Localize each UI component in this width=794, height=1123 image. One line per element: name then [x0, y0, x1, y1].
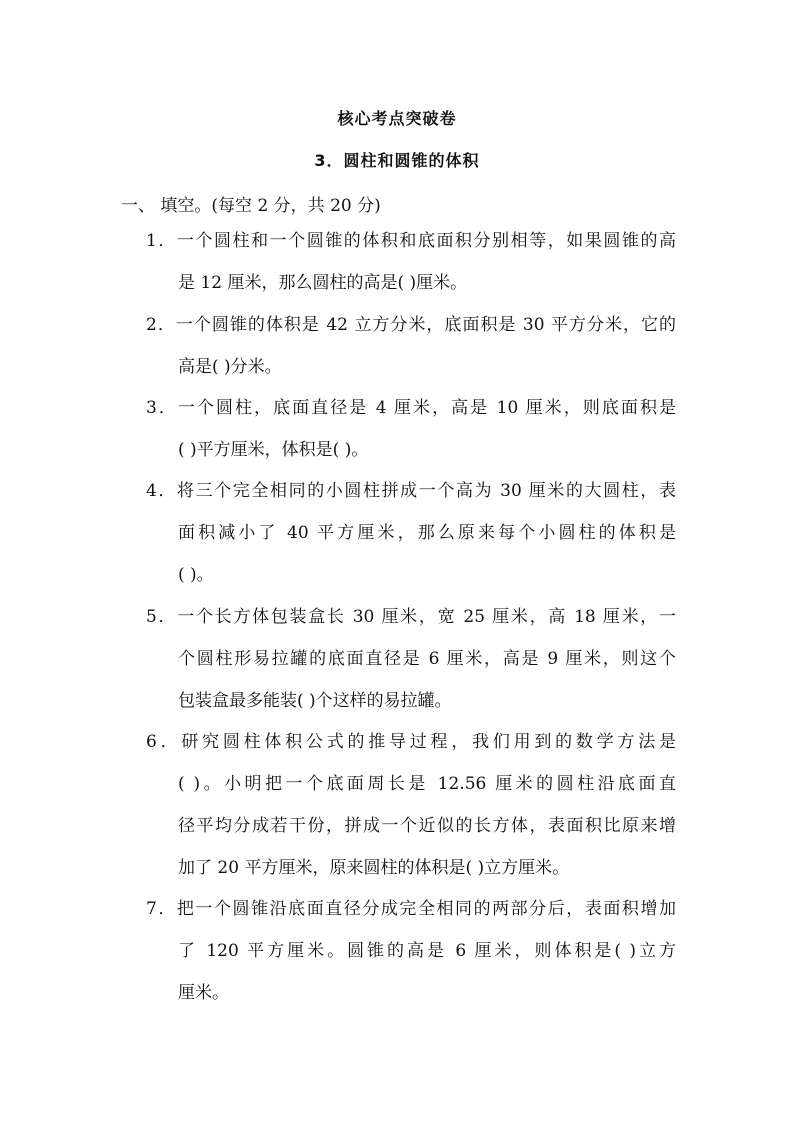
question-1-line-2: 是 12 厘米，那么圆柱的高是( )厘米。 — [178, 273, 468, 293]
question-6-line-3: 径平均分成若干份，拼成一个近似的长方体，表面积比原来增 — [178, 816, 676, 836]
question-5-line-3: 包装盒最多能装( )个这样的易拉罐。 — [178, 691, 452, 711]
question-3 — [146, 387, 676, 471]
question-3-line-1: 3．一个圆柱，底面直径是 4 厘米，高是 10 厘米，则底面积是 — [146, 398, 676, 418]
question-7 — [146, 888, 676, 1014]
question-7-line-3: 厘米。 — [178, 983, 229, 1003]
question-4 — [146, 470, 676, 596]
question-4-line-1: 4．将三个完全相同的小圆柱拼成一个高为 30 厘米的大圆柱，表 — [146, 481, 676, 501]
question-6-line-4: 加了 20 平方厘米，原来圆柱的体积是( )立方厘米。 — [178, 858, 570, 878]
question-7-line-2: 了 120 平方厘米。圆锥的高是 6 厘米，则体积是( )立方 — [178, 941, 676, 961]
question-6-line-2: ( )。小明把一个底面周长是 12.56 厘米的圆柱沿底面直 — [178, 774, 676, 794]
question-6-line-1: 6．研究圆柱体积公式的推导过程，我们用到的数学方法是 — [146, 732, 676, 752]
question-7-line-1: 7．把一个圆锥沿底面直径分成完全相同的两部分后，表面积增加 — [146, 899, 676, 919]
question-2-line-2: 高是( )分米。 — [178, 357, 282, 377]
question-2-line-1: 2．一个圆锥的体积是 42 立方分米，底面积是 30 平方分米，它的 — [146, 315, 676, 335]
question-6 — [146, 721, 676, 889]
question-1 — [146, 220, 676, 304]
question-5-line-1: 5．一个长方体包装盒长 30 厘米，宽 25 厘米，高 18 厘米，一 — [146, 607, 676, 627]
question-4-line-3: ( )。 — [178, 565, 214, 585]
question-2 — [146, 304, 676, 388]
question-4-line-2: 面积减小了 40 平方厘米，那么原来每个小圆柱的体积是 — [178, 523, 676, 543]
question-3-line-2: ( )平方厘米，体积是( )。 — [178, 440, 369, 460]
question-5 — [146, 596, 676, 722]
question-1-line-1: 1．一个圆柱和一个圆锥的体积和底面积分别相等，如果圆锥的高 — [146, 231, 676, 251]
page-title: 核心考点突破卷 — [337, 109, 457, 128]
fill-in-section-heading: 一、 填空。(每空 2 分，共 20 分) — [121, 196, 381, 216]
question-5-line-2: 个圆柱形易拉罐的底面直径是 6 厘米，高是 9 厘米，则这个 — [178, 649, 676, 669]
section-subtitle: 3．圆柱和圆锥的体积 — [314, 151, 480, 170]
